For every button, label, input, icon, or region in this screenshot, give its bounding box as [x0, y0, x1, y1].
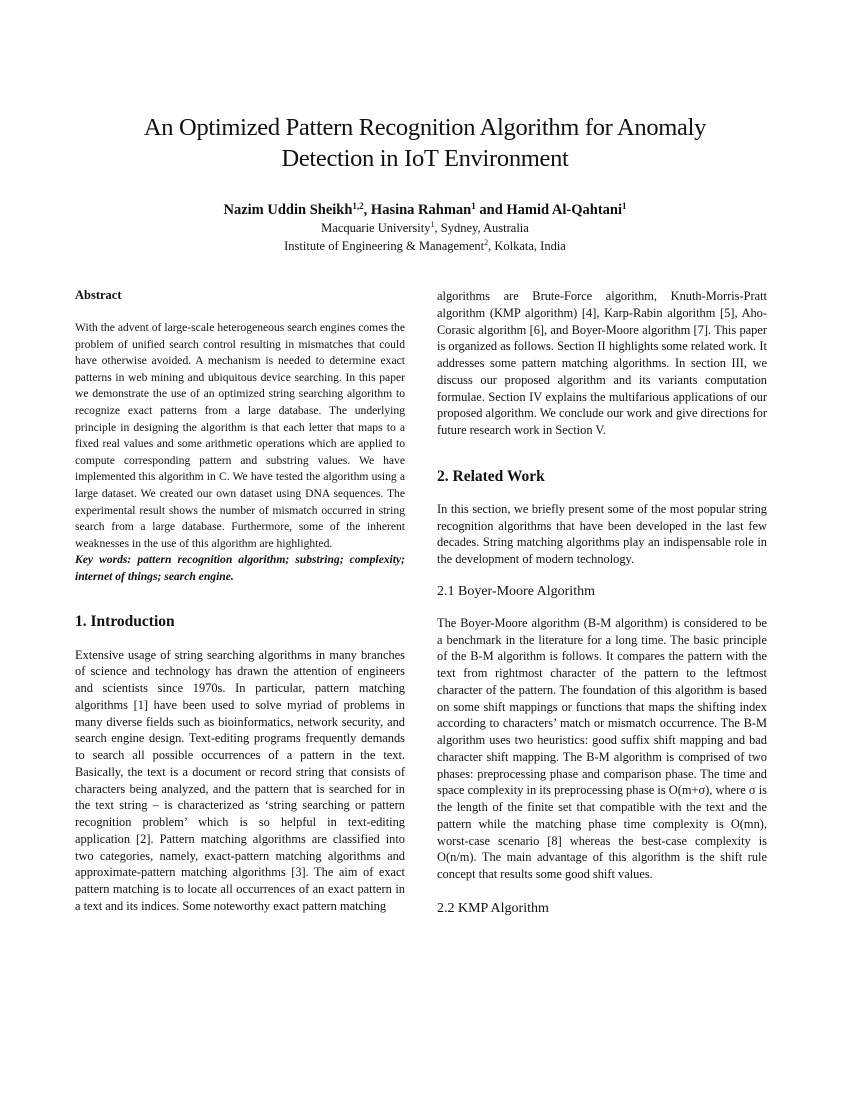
author-2-affil-mark: 1 [471, 201, 476, 211]
abstract-heading: Abstract [75, 288, 122, 302]
affiliation-1-location: , Sydney, Australia [434, 221, 529, 235]
boyer-moore-text: The Boyer-Moore algorithm (B-M algorithm) is considered to be a benchmark in the literature for a long time. The basic principle of the B-M algorithm is follows. It compares the pattern with the text from rightmost character of the pattern to the leftmost character of the pattern. The foundation of this algorithm is based on some shift mappings or functions that maps the shifting index according to characters’ match or mismatch occurrence. The B-M algorithm uses two heuristics: good suffix shift mapping and bad character shift mapping. The B-M algorithm is comprised of two phases: preprocessing phase and comparison phase. The time and space complexity in its preprocessing phase is O(m+σ), where σ is the length of the finite set that compatible with the text and the pattern while the matching phase time complexity is O(mn), worst-case scenario [8] whereas the best-case complexity is O(n/m). The main advantage of this algorithm is the shift rule concept that results some good shift values. [437, 615, 767, 881]
author-2-name: Hasina Rahman [370, 202, 472, 218]
related-work-text: In this section, we briefly present some of the most popular string recognition algorithms that have been developed in the last few decades. String matching algorithms play an indispensable role in the development of modern technology. [437, 501, 767, 566]
author-1-name: Nazim Uddin Sheikh [223, 202, 353, 218]
author-separator-2: and [475, 202, 507, 218]
paper-title [90, 112, 760, 174]
left-column [75, 287, 405, 915]
author-list [0, 201, 850, 219]
author-separator-1: , [363, 202, 371, 218]
affiliation-1 [0, 220, 850, 236]
kmp-heading: 2.2 KMP Algorithm [437, 900, 549, 916]
affiliation-2-name: Institute of Engineering & Management [284, 239, 485, 253]
title-line-1: An Optimized Pattern Recognition Algorithm for Anomaly [143, 114, 707, 141]
right-column [437, 287, 767, 918]
introduction-text-continued: algorithms are Brute-Force algorithm, Knuth-Morris-Pratt algorithm (KMP algorithm) [4], Karp-Rabin algorithm [5], Aho-Corasic algorithm [6], and Boyer-Moore algorithm [7]. This paper is organized as follows. Section II highlights some related work. It addresses some pattern matching algorithms. In section III, we discuss our proposed algorithm and its variants computation formulae. Section IV explains the multifarious applications of our proposed algorithm. We conclude our work and give directions for future research work in Section V. [437, 289, 767, 437]
related-work-heading: 2. Related Work [437, 467, 545, 485]
author-3-name: Hamid Al-Qahtani [506, 202, 623, 218]
abstract-text: With the advent of large-scale heterogeneous search engines comes the problem of unified search control resulting in mismatches that could have otherwise avoided. A mechanism is needed to determine exact patterns in web mining and ubiquitous device searching. In this paper we demonstrate the use of an optimized string searching algorithm to recognize exact patterns from a large database. The underlying principle in designing the algorithm is that each letter that maps to a fixed real values and some arithmetic operations which are applied to compute corresponding pattern and substring values. We have implemented this algorithm in C. We have tested the algorithm using a large dataset. We created our own dataset using DNA sequences. The experimental result shows the number of mismatch occurred in string search from a large database. Furthermore, some of the inherent weaknesses in the use of this algorithm are highlighted. [75, 321, 405, 550]
affiliation-1-name: Macquarie University [321, 221, 431, 235]
affiliation-2-mark: 2 [484, 238, 489, 247]
keywords: Key words: pattern recognition algorithm; substring; complexity; internet of things; search engine. [75, 553, 405, 583]
affiliation-1-mark: 1 [430, 220, 435, 229]
author-3-affil-mark: 1 [622, 201, 627, 211]
boyer-moore-heading: 2.1 Boyer-Moore Algorithm [437, 583, 595, 599]
introduction-heading: 1. Introduction [75, 612, 175, 630]
affiliation-2 [0, 238, 850, 254]
affiliation-2-location: , Kolkata, India [488, 239, 566, 253]
title-line-2: Detection in IoT Environment [281, 145, 569, 172]
author-1-affil-mark: 1,2 [352, 201, 364, 211]
introduction-text: Extensive usage of string searching algorithms in many branches of science and technology has drawn the attention of engineers and scientists since 1970s. In particular, pattern matching algorithms [1] have been used to solve myriad of problems in many diverse fields such as bioinformatics, network security, and search engine design. Text-editing programs frequently demands to search all possible occurrences of a pattern in the text. Basically, the text is a document or record string that consists of characters being analyzed, and the pattern that is searched for in the text string – is characterized as ‘string searching or pattern recognition problem’ which is so helpful in text-editing application [2]. Pattern matching algorithms are classified into two categories, namely, exact-pattern matching algorithms and approximate-pattern matching algorithms [3]. The aim of exact pattern matching is to locate all occurrences of an exact pattern in a text and its indices. Some noteworthy exact pattern matching [75, 647, 405, 913]
